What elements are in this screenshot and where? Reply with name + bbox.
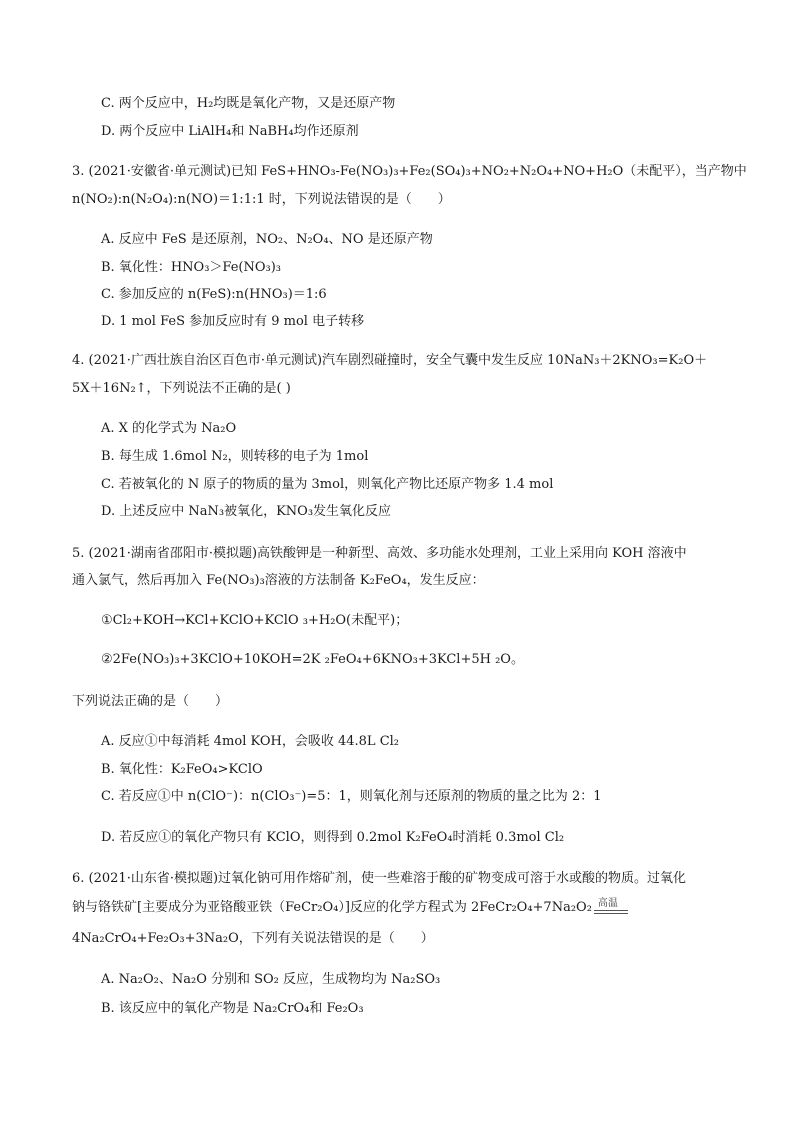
q5-stem-line1: 5. (2021·湖南省邵阳市·模拟题)高铁酸钾是一种新型、高效、多功能水处理剂，工业上采用向 KOH 溶液中: [72, 546, 687, 561]
q4-option-b: B. 每生成 1.6mol N₂，则转移的电子为 1mol: [101, 449, 369, 464]
prev-option-c: C. 两个反应中，H₂均既是氧化产物，又是还原产物: [101, 96, 396, 111]
q3-option-d: D. 1 mol FeS 参加反应时有 9 mol 电子转移: [101, 314, 365, 329]
reaction-condition-label: 高温: [597, 898, 618, 909]
q3-option-b: B. 氧化性：HNO₃＞Fe(NO₃)₃: [101, 260, 282, 275]
q6-stem-line3: 4Na₂CrO₄+Fe₂O₃+3Na₂O，下列有关说法错误的是（ ）: [72, 931, 434, 946]
q3-stem-line2: n(NO₂):n(N₂O₄):n(NO)＝1:1:1 时，下列说法错误的是（ ）: [72, 192, 451, 207]
equals-bar-top: [594, 910, 628, 911]
prev-option-d: D. 两个反应中 LiAlH₄和 NaBH₄均作还原剂: [101, 124, 359, 139]
q5-option-c: C. 若反应①中 n(ClO⁻)：n(ClO₃⁻)=5：1，则氧化剂与还原剂的物质的量之比为 2：1: [101, 789, 602, 804]
q6-stem-line2-text: 钠与铬铁矿[主要成分为亚铬酸亚铁（FeCr₂O₄）]反应的化学方程式为 2FeCr₂O₄+7Na₂O₂: [72, 900, 592, 915]
q3-option-a: A. 反应中 FeS 是还原剂，NO₂、N₂O₄、NO 是还原产物: [101, 232, 433, 247]
q4-stem-line1: 4. (2021·广西壮族自治区百色市·单元测试)汽车剧烈碰撞时，安全气囊中发生反应 10NaN₃＋2KNO₃=K₂O＋: [72, 353, 708, 368]
q5-stem-line2: 通入氯气，然后再加入 Fe(NO₃)₃溶液的方法制备 K₂FeO₄，发生反应：: [72, 573, 485, 588]
q4-option-d: D. 上述反应中 NaN₃被氧化，KNO₃发生氧化反应: [101, 504, 392, 519]
equals-bar-bottom: [594, 913, 628, 914]
q5-option-a: A. 反应①中每消耗 4mol KOH，会吸收 44.8L Cl₂: [101, 734, 400, 749]
q4-option-a: A. X 的化学式为 Na₂O: [101, 421, 237, 436]
q6-stem-line1: 6. (2021·山东省·模拟题)过氧化钠可用作熔矿剂，使一些难溶于酸的矿物变成可溶于水或酸的物质。过氧化: [72, 871, 687, 886]
q5-equation-2: ②2Fe(NO₃)₃+3KClO+10KOH=2K ₂FeO₄+6KNO₃+3KCl+5H ₂O。: [101, 652, 524, 667]
q3-stem-line1: 3. (2021·安徽省·单元测试)已知 FeS+HNO₃-Fe(NO₃)₃+Fe₂(SO₄)₃+NO₂+N₂O₄+NO+H₂O（未配平），当产物中: [72, 164, 747, 179]
q5-equation-1: ①Cl₂+KOH→KCl+KClO+KClO ₃+H₂O(未配平)；: [101, 613, 409, 628]
reaction-condition-mark: [594, 899, 628, 917]
q5-option-b: B. 氧化性：K₂FeO₄>KClO: [101, 762, 263, 777]
q5-question: 下列说法正确的是（ ）: [72, 694, 229, 709]
q6-option-b: B. 该反应中的氧化产物是 Na₂CrO₄和 Fe₂O₃: [101, 1001, 364, 1016]
q3-option-c: C. 参加反应的 n(FeS):n(HNO₃)＝1:6: [101, 287, 327, 302]
q6-option-a: A. Na₂O₂、Na₂O 分别和 SO₂ 反应，生成物均为 Na₂SO₃: [101, 972, 441, 987]
q6-stem-line2: [72, 899, 628, 917]
q4-stem-line2: 5X＋16N₂↑，下列说法不正确的是( ): [72, 381, 291, 396]
q5-option-d: D. 若反应①的氧化产物只有 KClO，则得到 0.2mol K₂FeO₄时消耗 0.3mol Cl₂: [101, 830, 565, 845]
q4-option-c: C. 若被氧化的 N 原子的物质的量为 3mol，则氧化产物比还原产物多 1.4 mol: [101, 477, 554, 492]
